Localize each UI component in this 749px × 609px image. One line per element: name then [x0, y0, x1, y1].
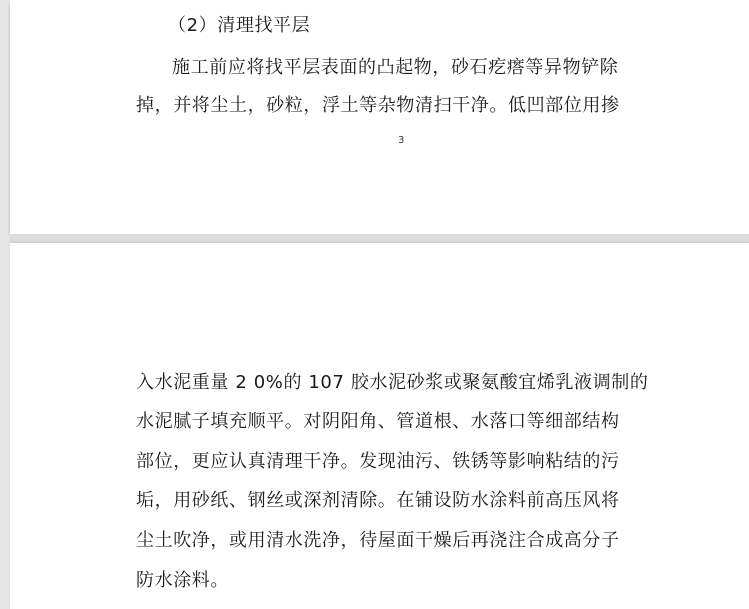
- page-separator: [10, 234, 749, 243]
- paragraph-line: 施工前应将找平层表面的凸起物，砂石疙瘩等异物铲除: [172, 57, 619, 78]
- paragraph-line: 水泥腻子填充顺平。对阴阳角、管道根、水落口等细部结构: [136, 411, 620, 432]
- paragraph-line: 部位，更应认真清理干净。发现油污、铁锈等影响粘结的污: [136, 451, 620, 472]
- document-page-bottom: [10, 243, 749, 609]
- paragraph-line: 防水涂料。: [136, 570, 229, 591]
- paragraph-line: 垢，用砂纸、钢丝或深剂清除。在铺设防水涂料前高压风将: [136, 490, 620, 511]
- document-page-top: [10, 0, 749, 234]
- paragraph-line: 入水泥重量 2 0%的 107 胶水泥砂浆或聚氨酸宜烯乳液调制的: [136, 372, 649, 393]
- paragraph-line: 掉，并将尘土，砂粒，浮土等杂物清扫干净。低凹部位用掺: [136, 95, 620, 116]
- page-number: 3: [398, 135, 405, 146]
- section-heading: （2）清理找平层: [168, 15, 311, 36]
- paragraph-line: 尘土吹净，或用清水洗净，待屋面干燥后再浇注合成高分子: [136, 530, 620, 551]
